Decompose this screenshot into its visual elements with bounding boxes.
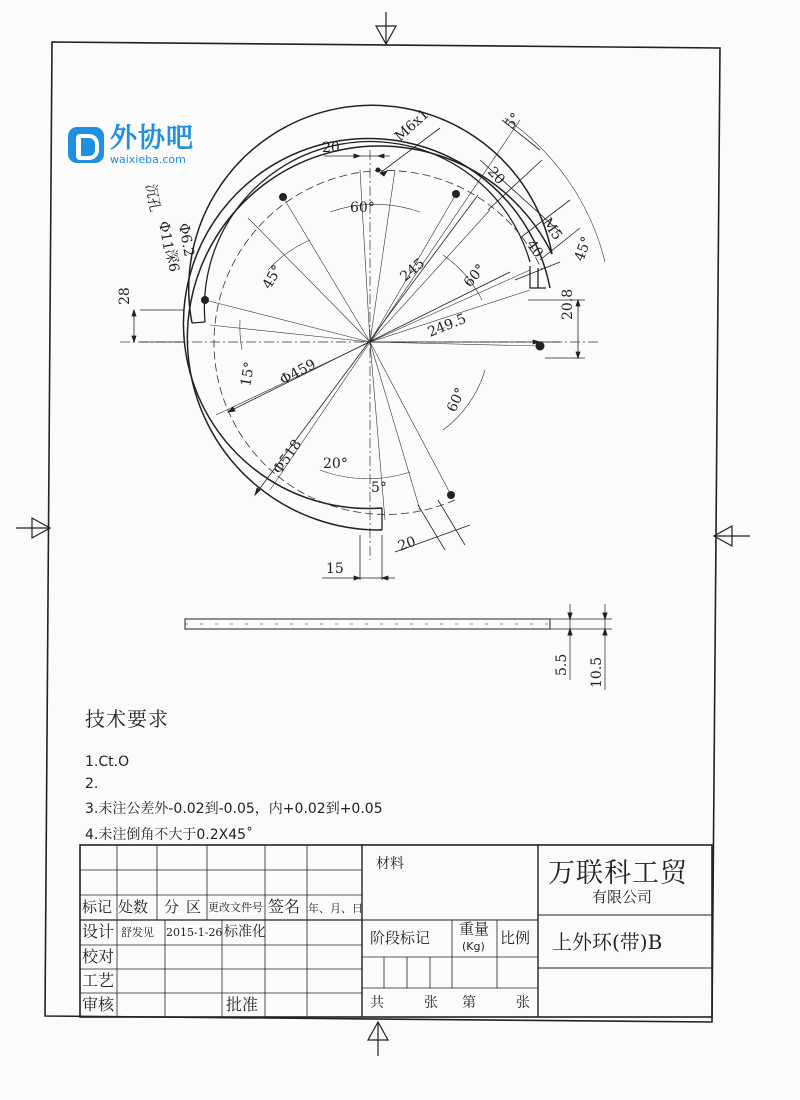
dim-249-5: 249.5 — [425, 310, 469, 341]
section-view — [185, 604, 612, 690]
tb-header-change-doc: 更改文件号 — [208, 901, 263, 914]
tb-process: 工艺 — [82, 971, 115, 990]
tb-header-fen: 分 — [164, 898, 180, 916]
tb-design-date: 2015-1-26 — [166, 926, 223, 939]
logo-text-cn: 外协吧 — [110, 123, 194, 154]
tb-sheet-no: 第 — [462, 995, 476, 1011]
centering-mark-bottom — [368, 1022, 388, 1056]
dim-15-bottom: 15 — [326, 561, 344, 577]
tech-title: 技术要求 — [85, 707, 169, 731]
logo-icon — [68, 127, 104, 163]
technical-requirements — [85, 703, 383, 846]
tb-part-name: 上外环(带)B — [552, 930, 663, 954]
dimension-texts — [117, 106, 605, 688]
hole-spec-phi11: Φ11 — [155, 219, 176, 252]
angle-arcs — [240, 118, 605, 479]
tb-header-mark: 标记 — [82, 898, 113, 916]
tb-design-label: 设计 — [82, 922, 115, 941]
tb-weight: 重量 — [459, 920, 490, 938]
hole-spec-depth: 深6 — [162, 247, 182, 274]
dim-40: 40 — [522, 237, 547, 261]
tech-item: 1.Ct.O — [85, 754, 130, 770]
hole-spec-phi6-2: Φ6.2 — [175, 221, 197, 258]
tb-company-suffix: 有限公司 — [592, 888, 653, 906]
tb-header-sign: 签名 — [268, 897, 301, 916]
dim-m5: M5 — [538, 215, 566, 244]
centering-mark-right — [714, 526, 750, 546]
tb-stage-mark: 阶段标记 — [370, 929, 431, 947]
dim-20-angle: 20° — [323, 456, 348, 472]
tb-scale: 比例 — [500, 929, 531, 947]
tb-sheet-unit: 张 — [516, 995, 530, 1011]
tech-item: 3.未注公差外-0.02到-0.05，内+0.02到+0.05 — [85, 801, 383, 817]
tb-company-name: 万联科工贸 — [548, 858, 688, 889]
tech-item: 2. — [85, 776, 99, 792]
dim-20-right: 20 — [484, 163, 508, 188]
dim-20-bottom: 20 — [395, 533, 419, 555]
dimension-lines — [132, 120, 585, 580]
logo-text-en: waixieba.com — [110, 153, 186, 166]
tb-review: 审核 — [82, 995, 115, 1014]
tb-material: 材料 — [376, 856, 404, 872]
centering-mark-left — [16, 518, 50, 538]
dim-10-5: 10.5 — [589, 656, 605, 688]
dim-20-top: 20 — [322, 140, 340, 156]
tb-standardization: 标准化 — [224, 924, 266, 940]
dim-5-top: 5° — [502, 110, 525, 133]
dim-45-right: 45° — [571, 234, 596, 264]
dim-5-bottom: 5° — [371, 480, 387, 496]
site-logo — [68, 125, 194, 165]
mounting-hole-6 — [376, 168, 381, 173]
dim-45-left: 45° — [259, 262, 286, 292]
tb-check: 校对 — [82, 947, 115, 966]
tb-total: 共 — [370, 995, 384, 1011]
centering-mark-top — [376, 12, 396, 44]
dim-60-right: 60° — [460, 261, 490, 291]
dim-15-angle: 15° — [238, 360, 259, 388]
tb-weight-unit: (Kg) — [462, 940, 485, 953]
dim-20-8: 20.8 — [560, 288, 576, 320]
dim-m6x1: M6x1 — [391, 106, 433, 145]
tb-designer: 舒发见 — [121, 926, 154, 939]
tb-header-count: 处数 — [118, 898, 149, 916]
tb-approve: 批准 — [226, 995, 259, 1014]
dim-5-5: 5.5 — [554, 653, 570, 676]
dim-245: 245 — [397, 255, 429, 286]
dim-60-low: 60° — [444, 385, 470, 415]
tb-sheets: 张 — [424, 995, 438, 1011]
dim-60-top: 60° — [350, 200, 375, 216]
dim-28: 28 — [117, 287, 133, 305]
tb-header-date: 年、月、日 — [308, 902, 363, 915]
tech-item: 4.未注倒角不大于0.2X45˚ — [85, 827, 254, 843]
dim-phi459: Φ459 — [277, 356, 319, 389]
hole-spec-countersink: 沉孔 — [142, 182, 163, 214]
dim-phi518: Φ518 — [270, 436, 306, 478]
tb-header-qu: 区 — [186, 898, 202, 916]
